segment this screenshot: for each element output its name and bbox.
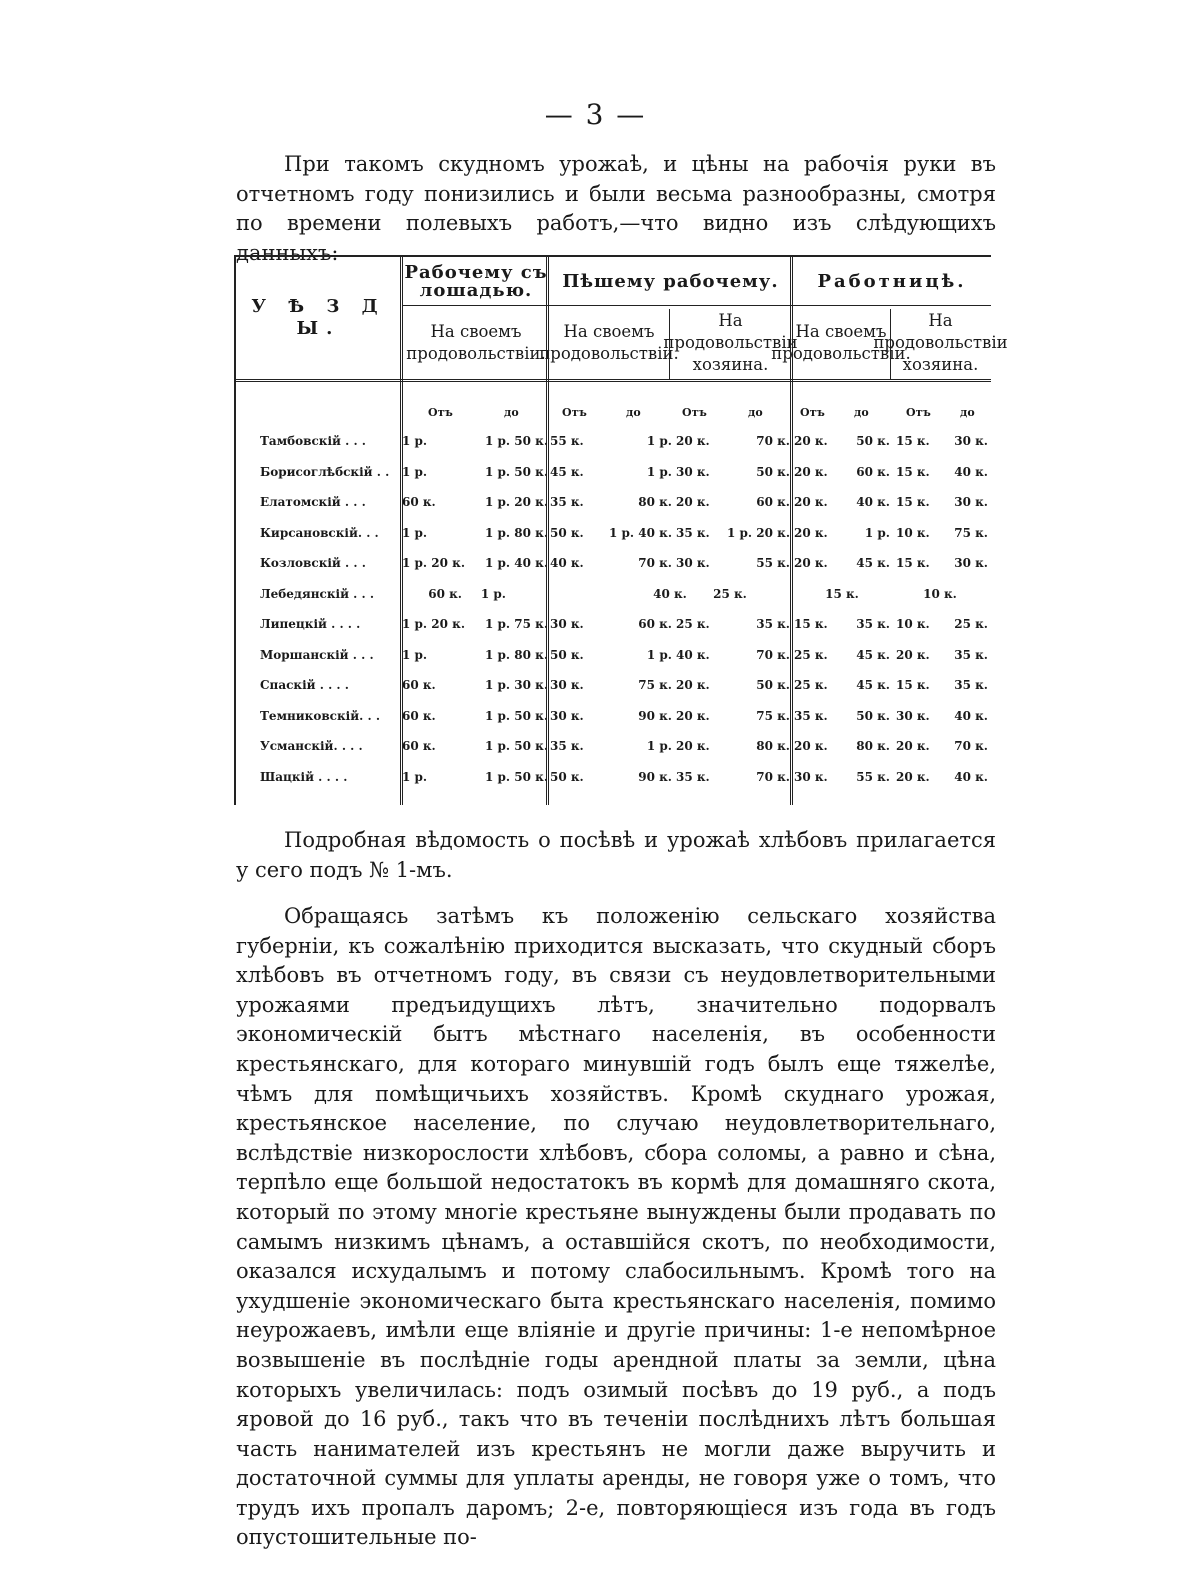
wage-cell: 30 к. <box>550 617 584 631</box>
uezd-name: Спаскій . . . . <box>260 678 349 692</box>
wage-cell: 35 к. <box>856 617 890 631</box>
wage-cell: 10 к. <box>923 586 957 601</box>
wage-cell: 20 к. <box>794 525 828 540</box>
uezd-name: Липецкій . . . . <box>260 617 361 631</box>
wage-cell: 1 р. 75 к. <box>485 617 548 631</box>
wage-cell: 60 к. <box>402 739 436 753</box>
wage-cell: 60 к. <box>856 464 890 479</box>
wage-cell: 40 к. <box>954 464 988 479</box>
wage-cell: 1 р. <box>402 434 428 448</box>
wage-cell: 70 к. <box>756 769 790 784</box>
wage-cell: 40 к. <box>856 495 890 509</box>
uezd-name: Шацкій . . . . <box>260 769 348 784</box>
wage-cell: 1 р. 50 к. <box>485 434 548 448</box>
page-number: — 3 — <box>544 98 647 131</box>
wage-cell: 20 к. <box>676 434 710 448</box>
from-label: Отъ <box>906 406 931 419</box>
wage-cell: 1 р. <box>402 525 428 540</box>
wage-cell: 60 к. <box>402 678 436 692</box>
to-label: до <box>854 406 869 419</box>
wage-cell: 20 к. <box>794 739 828 753</box>
table-row <box>236 617 991 641</box>
paragraph-attachment-note: Подробная вѣдомость о посѣвѣ и урожаѣ хлѣбовъ прилагается у сего подъ № 1-мъ. <box>236 828 996 882</box>
wage-cell: 1 р. 80 к. <box>485 647 548 662</box>
sub-foot-host: На продовольствіи хозяина. <box>663 311 798 374</box>
wage-cell: 15 к. <box>896 464 930 479</box>
table-row <box>236 556 991 580</box>
wage-cell: 30 к. <box>676 556 710 570</box>
wage-cell: 20 к. <box>676 739 710 753</box>
wage-cell: 15 к. <box>896 434 930 448</box>
wage-cell: 40 к. <box>550 556 584 570</box>
wage-cell: 35 к. <box>794 708 828 723</box>
wage-cell: 20 к. <box>794 495 828 509</box>
wage-cell: 10 к. <box>896 617 930 631</box>
wage-cell: 25 к. <box>794 647 828 662</box>
wage-cell: 20 к. <box>794 556 828 570</box>
wage-cell: 60 к. <box>402 495 436 509</box>
wage-cell: 75 к. <box>756 708 790 723</box>
wage-cell: 1 р. <box>402 464 428 479</box>
wage-cell: 55 к. <box>550 434 584 448</box>
uezd-name: Елатомскій . . . <box>260 495 366 509</box>
wage-cell: 35 к. <box>676 525 710 540</box>
wage-cell: 25 к. <box>713 586 747 601</box>
table-row <box>236 526 991 550</box>
wage-cell: 25 к. <box>954 617 988 631</box>
wage-cell: 1 р. <box>646 647 672 662</box>
wage-cell: 45 к. <box>856 678 890 692</box>
group-foot-header: Пѣшему рабочему. <box>562 271 779 292</box>
wage-cell: 35 к. <box>954 647 988 662</box>
wage-cell: 20 к. <box>896 647 930 662</box>
table-row <box>236 648 991 672</box>
uezd-name: Моршанскій . . . <box>260 647 374 662</box>
to-label: до <box>748 406 763 419</box>
wage-cell: 30 к. <box>954 495 988 509</box>
wage-cell: 55 к. <box>856 769 890 784</box>
wage-cell: 20 к. <box>676 495 710 509</box>
sub-horse-own: На своемъ продовольствіи. <box>406 322 546 363</box>
wage-cell: 1 р. 50 к. <box>485 708 548 723</box>
wage-cell: 1 р. 50 к. <box>485 739 548 753</box>
wage-cell: 35 к. <box>676 769 710 784</box>
paragraph-intro: При такомъ скудномъ урожаѣ, и цѣны на рабочія руки въ отчетномъ году понизились и были весьма разнообразны, смотря по времени полевыхъ работъ,—что видно изъ слѣдующихъ данныхъ: <box>236 152 996 265</box>
wage-cell: 60 к. <box>756 495 790 509</box>
wage-cell: 70 к. <box>756 647 790 662</box>
uezd-name: Усманскій. . . . <box>260 739 363 753</box>
wage-cell: 35 к. <box>550 495 584 509</box>
wage-cell: 1 р. 20 к. <box>402 556 465 570</box>
wage-cell: 15 к. <box>794 617 828 631</box>
wage-cell: 50 к. <box>856 708 890 723</box>
sub-foot-own: На своемъ продовольствіи. <box>539 322 679 363</box>
wage-cell: 35 к. <box>756 617 790 631</box>
uezd-name: Козловскій . . . <box>260 556 366 570</box>
to-label: до <box>504 406 519 419</box>
wage-cell: 1 р. 20 к. <box>727 525 790 540</box>
wage-cell: 20 к. <box>794 464 828 479</box>
wage-cell: 30 к. <box>954 556 988 570</box>
wage-cell: 1 р. 40 к. <box>609 525 672 540</box>
wage-cell: 15 к. <box>896 556 930 570</box>
wage-cell: 1 р. 80 к. <box>485 525 548 540</box>
wage-cell: 60 к. <box>428 586 462 601</box>
wage-cell: 60 к. <box>402 708 436 723</box>
wage-cell: 50 к. <box>856 434 890 448</box>
table-row <box>236 587 991 611</box>
wage-cell: 20 к. <box>794 434 828 448</box>
wage-cell: 70 к. <box>954 739 988 753</box>
uezd-name: Лебедянскій . . . <box>260 586 375 601</box>
wage-cell: 30 к. <box>550 708 584 723</box>
sub-woman-own: На своемъ продовольствіи. <box>771 322 911 363</box>
wage-cell: 45 к. <box>856 556 890 570</box>
wage-cell: 75 к. <box>638 678 672 692</box>
wage-cell: 80 к. <box>856 739 890 753</box>
uezd-name: Борисоглѣбскій . . <box>260 464 390 479</box>
wage-cell: 70 к. <box>638 556 672 570</box>
wage-cell: 15 к. <box>896 495 930 509</box>
wage-cell: 50 к. <box>550 647 584 662</box>
wage-cell: 70 к. <box>756 434 790 448</box>
wage-cell: 20 к. <box>896 769 930 784</box>
wage-cell: 15 к. <box>825 586 859 601</box>
table-row <box>236 434 991 458</box>
wage-cell: 1 р. <box>480 586 506 601</box>
wage-cell: 25 к. <box>676 617 710 631</box>
wage-cell: 1 р. 20 к. <box>485 495 548 509</box>
table-header <box>236 257 1008 382</box>
uezd-name: Кирсановскій. . . <box>260 525 379 540</box>
wage-cell: 1 р. <box>646 739 672 753</box>
from-label: Отъ <box>800 406 825 419</box>
wage-cell: 30 к. <box>794 769 828 784</box>
wage-cell: 1 р. <box>646 434 672 448</box>
wage-cell: 50 к. <box>756 678 790 692</box>
table-row <box>236 770 991 794</box>
wage-cell: 20 к. <box>676 678 710 692</box>
table-row <box>236 739 991 763</box>
wage-cell: 20 к. <box>896 739 930 753</box>
wage-cell: 80 к. <box>756 739 790 753</box>
table-row <box>236 495 991 519</box>
to-label: до <box>626 406 641 419</box>
wage-cell: 15 к. <box>896 678 930 692</box>
wage-cell: 1 р. 50 к. <box>485 464 548 479</box>
from-label: Отъ <box>682 406 707 419</box>
wage-cell: 1 р. 40 к. <box>485 556 548 570</box>
wage-cell: 55 к. <box>756 556 790 570</box>
wage-cell: 10 к. <box>896 525 930 540</box>
from-label: Отъ <box>562 406 587 419</box>
wage-cell: 30 к. <box>896 708 930 723</box>
wage-cell: 90 к. <box>638 769 672 784</box>
wage-cell: 50 к. <box>550 525 584 540</box>
wage-cell: 35 к. <box>954 678 988 692</box>
uezdy-header: У Ѣ З Д Ы. <box>251 296 386 339</box>
wage-cell: 20 к. <box>676 708 710 723</box>
wage-cell: 1 р. 30 к. <box>485 678 548 692</box>
wage-cell: 45 к. <box>856 647 890 662</box>
wage-cell: 40 к. <box>676 647 710 662</box>
uezd-name: Темниковскій. . . <box>260 708 380 723</box>
group-woman-header: Работницѣ. <box>817 271 967 292</box>
wage-cell: 80 к. <box>638 495 672 509</box>
wages-table <box>234 255 1008 805</box>
wage-cell: 35 к. <box>550 739 584 753</box>
table-row <box>236 465 991 489</box>
sub-woman-host: На продовольствіи хозяина. <box>873 311 1008 374</box>
to-label: до <box>960 406 975 419</box>
wage-cell: 40 к. <box>954 769 988 784</box>
table-row <box>236 678 991 702</box>
wage-cell: 1 р. <box>402 769 428 784</box>
paragraph-economy: Обращаясь затѣмъ къ положенію сельскаго хозяйства губерніи, къ сожалѣнію приходится высказать, что скудный сборъ хлѣбовъ въ отчетномъ году, въ связи съ неудовлетворительными урожаями предъидущихъ лѣтъ, значительно подорвалъ экономическій бытъ мѣстнаго населенія, въ особенности крестьянскаго, для котораго минувшій годъ былъ еще тяжелѣе, чѣмъ для помѣщичьихъ хозяйствъ. Кромѣ скуднаго урожая, крестьянское население, по случаю неудовлетворительнаго, вслѣдствіе низкорослости хлѣбовъ, сбора соломы, а равно и сѣна, терпѣло еще большой недостатокъ въ кормѣ для домашняго скота, который по этому многіе крестьяне вынуждены были продавать по самымъ низкимъ цѣнамъ, а оставшійся скотъ, по необходимости, оказался исхудалымъ и потому слабосильнымъ. Кромѣ того на ухудшеніе экономическаго быта крестьянскаго населенія, помимо неурожаевъ, имѣли еще вліяніе и другіе причины: 1-е непомѣрное возвышеніе въ послѣдніе годы арендной платы за земли, цѣна которыхъ увеличилась: подъ озимый посѣвъ до 19 руб., а подъ яровой до 16 руб., такъ что въ теченіи послѣднихъ лѣтъ большая часть нанимателей изъ крестьянъ не могли даже выручить и достаточной суммы для уплаты аренды, не говоря уже о томъ, что трудъ ихъ пропалъ даромъ; 2-е, повторяющіеся изъ года въ годъ опустошительные по- <box>236 904 996 1550</box>
wage-cell: 75 к. <box>954 525 988 540</box>
wage-cell: 25 к. <box>794 678 828 692</box>
wage-cell: 90 к. <box>638 708 672 723</box>
wage-cell: 45 к. <box>550 464 584 479</box>
wage-cell: 1 р. <box>646 464 672 479</box>
wage-cell: 1 р. <box>402 647 428 662</box>
wage-cell: 1 р. 50 к. <box>485 769 548 784</box>
wage-cell: 1 р. 20 к. <box>402 617 465 631</box>
from-to-row <box>236 406 991 430</box>
wage-cell: 50 к. <box>550 769 584 784</box>
wage-cell: 1 р. <box>864 525 890 540</box>
from-label: Отъ <box>428 406 453 419</box>
wage-cell: 50 к. <box>756 464 790 479</box>
wage-cell: 40 к. <box>954 708 988 723</box>
uezd-name: Тамбовскій . . . <box>260 434 366 448</box>
wage-cell: 30 к. <box>550 678 584 692</box>
wage-cell: 30 к. <box>954 434 988 448</box>
table-row <box>236 709 991 733</box>
wage-cell: 30 к. <box>676 464 710 479</box>
group-horse-header: Рабочему съ лошадью. <box>404 262 548 301</box>
wage-cell: 40 к. <box>653 586 687 601</box>
wage-cell: 60 к. <box>638 617 672 631</box>
